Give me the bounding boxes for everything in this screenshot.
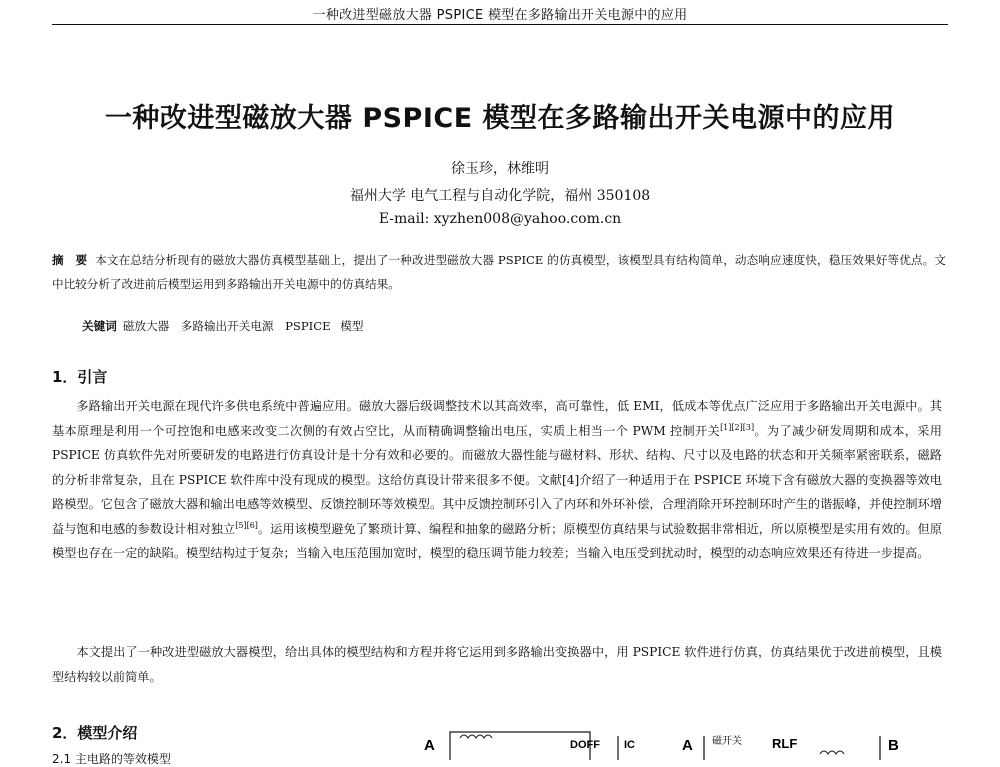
fig-box-left [450,732,590,760]
citation-5-6: [5][6] [235,520,258,530]
p1-part-c: 。运用该模型避免了繁琐计算、编程和抽象的磁路分析；原模型仿真结果与试验数据非常相近，所以原模型是实用有效的。但原模型也存在一定的缺陷。模型结构过于复杂；当输入电压范围加宽时，模型的稳压调节能力较差；当输入电压受到扰动时，模型的动态响应效果还有待进一步提高。 [52,521,943,560]
fig-inductor-left [460,735,492,738]
fig-label-a1: A [424,737,435,754]
fig-label-doff: DOFF [570,739,600,751]
section-1-paragraph-2: 本文提出了一种改进型磁放大器模型，给出具体的模型结构和方程并将它运用到多路输出变换器中，用 PSPICE 软件进行仿真，仿真结果优于改进前模型，且模型结构较以前简单。 [52,645,942,684]
authors: 徐玉珍，林维明 [451,161,549,177]
abstract-text: 本文在总结分析现有的磁放大器仿真模型基础上，提出了一种改进型磁放大器 PSPICE 的仿真模型，该模型具有结构简单，动态响应速度快，稳压效果好等优点。文中比较分析了改进前后模型运用到多路输出开关电源中的仿真结果。 [52,253,946,291]
header-rule [52,24,948,25]
fig-label-switch: 磁开关 [712,736,742,747]
circuit-figure [420,726,920,760]
keywords [82,318,363,334]
section-2-heading: 2．模型介绍 [52,724,138,742]
affiliation: 福州大学 电气工程与自动化学院，福州 350108 [349,188,651,204]
email: E-mail: xyzhen008@yahoo.com.cn [378,211,622,227]
abstract-label: 摘 要 [52,253,88,267]
fig-inductor-right [820,751,844,754]
section-1-heading: 1．引言 [52,368,108,386]
section-1-paragraph-1 [52,394,942,566]
abstract [52,248,946,296]
subsection-2-1-heading: 2.1 主电路的等效模型 [52,752,171,766]
p1-part-a: 多路输出开关电源在现代许多供电系统中普遍应用。磁放大器后级调整技术以其高效率，高可靠性，低 EMI，低成本等优点广泛应用于多路输出开关电源中。其基本原理是利用一个可控饱和电感来改变二次侧的有效占空比，从而精确调整输出电压，实质上相当一个 PWM 控制开关 [52,399,942,438]
paper-title: 一种改进型磁放大器 PSPICE 模型在多路输出开关电源中的应用 [104,103,896,134]
fig-label-rlf: RLF [772,736,798,751]
keywords-text: 磁放大器 多路输出开关电源 PSPICE 模型 [122,319,364,333]
keywords-label: 关键词 [82,319,117,333]
running-head: 一种改进型磁放大器 PSPICE 模型在多路输出开关电源中的应用 [312,8,688,23]
fig-label-a2: A [682,737,693,754]
citation-1-3: [1][2][3] [720,422,755,432]
fig-label-b: B [888,737,899,754]
fig-label-ic: IC [624,739,635,751]
p1-part-b: 。为了减少研发周期和成本，采用 PSPICE 仿真软件先对所要研发的电路进行仿真设计是十分有效和必要的。而磁放大器性能与磁材料、形状、结构、尺寸以及电路的状态和开关频率紧密联系，磁路的分析非常复杂，且在 PSPICE 软件库中没有现成的模型。这给仿真设计带来很多不便。文献[4]介绍了一种适用于在 PSPICE 环境下含有磁放大器的变换器等效电路模型。它包含了磁放大器和输出电感等效模型、反馈控制环等效模型。其中反馈控制环引入了内环和外环补偿，合理消除开环控制环时产生的谐振峰，并使控制环增益与饱和电感的参数设计相对独立 [52,423,942,536]
